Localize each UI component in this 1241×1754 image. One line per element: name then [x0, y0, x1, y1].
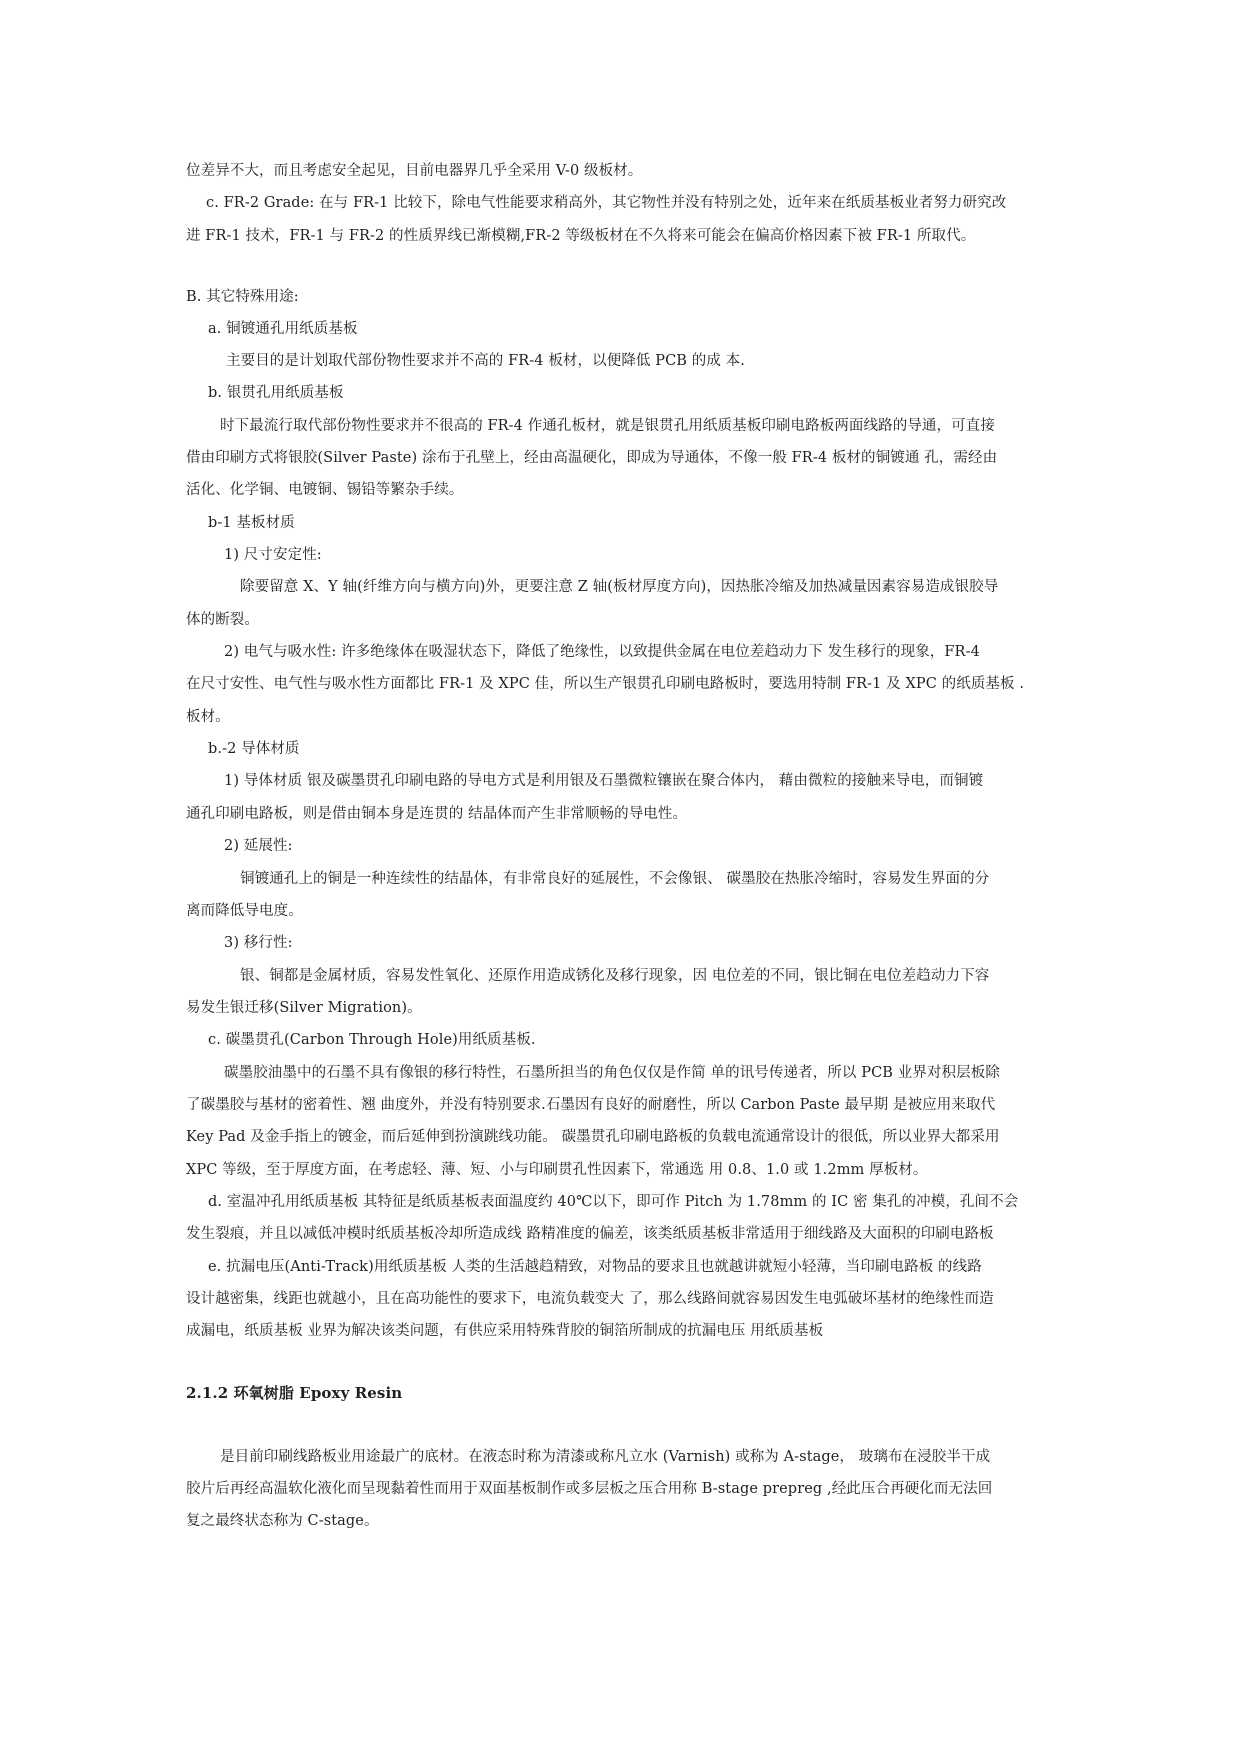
text-line: 铜镀通孔上的铜是一种连续性的结晶体，有非常良好的延展性，不会像银、 碳墨胶在热胀冷缩时，容易发生界面的分 [240, 871, 990, 887]
text-line: 复之最终状态称为 C-stage。 [186, 1513, 379, 1529]
text-line: 体的断裂。 [186, 612, 259, 628]
text-line: 主要目的是计划取代部份物性要求并不高的 FR-4 板材，以便降低 PCB 的成 本. [226, 353, 745, 369]
text-line: c. FR-2 Grade: 在与 FR-1 比较下，除电气性能要求稍高外，其它物性并没有特别之处，近年来在纸质基板业者努力研究改 [206, 195, 1007, 211]
text-line: 2) 电气与吸水性: 许多绝缘体在吸湿状态下，降低了绝缘性，以致提供金属在电位差趋动力下 发生移行的现象，FR-4 [224, 644, 980, 660]
section-heading: 2.1.2 环氧树脂 Epoxy Resin [186, 1384, 403, 1402]
subsection-label: c. 碳墨贯孔(Carbon Through Hole)用纸质基板. [208, 1032, 536, 1048]
text-line: 时下最流行取代部份物性要求并不很高的 FR-4 作通孔板材，就是银贯孔用纸质基板印刷电路板两面线路的导通，可直接 [220, 418, 995, 434]
item-label: 2) 延展性: [224, 838, 293, 854]
text-line: e. 抗漏电压(Anti-Track)用纸质基板 人类的生活越趋精致，对物品的要求且也就越讲就短小轻薄，当印刷电路板 的线路 [208, 1259, 982, 1275]
text-line: 借由印刷方式将银胶(Silver Paste) 涂布于孔壁上，经由高温硬化，即成为导通体，不像一般 FR-4 板材的铜镀通 孔，需经由 [186, 450, 998, 466]
text-line: 设计越密集，线距也就越小，且在高功能性的要求下，电流负载变大 了，那么线路间就容易因发生电弧破坏基材的绝缘性而造 [186, 1291, 994, 1307]
text-line: 胶片后再经高温软化液化而呈现黏着性而用于双面基板制作或多层板之压合用称 B-stage prepreg ,经此压合再硬化而无法回 [186, 1481, 993, 1497]
text-line: 易发生银迁移(Silver Migration)。 [186, 1000, 422, 1016]
text-line: 板材。 [186, 709, 230, 725]
text-line: 了碳墨胶与基材的密着性、翘 曲度外，并没有特别要求.石墨因有良好的耐磨性，所以 Carbon Paste 最早期 是被应用来取代 [186, 1097, 996, 1113]
text-line: Key Pad 及金手指上的镀金，而后延伸到扮演跳线功能。 碳墨贯孔印刷电路板的负载电流通常设计的很低，所以业界大都采用 [186, 1129, 1000, 1145]
section-label: B. 其它特殊用途: [186, 289, 299, 305]
text-line: 银、铜都是金属材质，容易发性氧化、还原作用造成锈化及移行现象，因 电位差的不同，银比铜在电位差趋动力下容 [240, 968, 990, 984]
text-line: 除要留意 X、Y 轴(纤维方向与横方向)外，更要注意 Z 轴(板材厚度方向)，因热胀冷缩及加热减量因素容易造成银胶导 [240, 579, 999, 595]
text-line: 通孔印刷电路板，则是借由铜本身是连贯的 结晶体而产生非常顺畅的导电性。 [186, 806, 688, 822]
text-line: 发生裂痕，并且以减低冲模时纸质基板冷却所造成线 路精准度的偏差，该类纸质基板非常适用于细线路及大面积的印刷电路板 [186, 1226, 994, 1242]
text-line: 进 FR-1 技术，FR-1 与 FR-2 的性质界线已渐模糊,FR-2 等级板材在不久将来可能会在偏高价格因素下被 FR-1 所取代。 [186, 228, 976, 244]
item-label: 3) 移行性: [224, 935, 293, 951]
subsection-label: a. 铜镀通孔用纸质基板 [208, 321, 358, 337]
subsection-label: b.-2 导体材质 [208, 741, 300, 757]
subsection-label: b. 银贯孔用纸质基板 [208, 385, 344, 401]
text-line: 成漏电，纸质基板 业界为解决该类问题，有供应采用特殊背胶的铜箔所制成的抗漏电压 用纸质基板 [186, 1323, 824, 1339]
text-line: 1) 导体材质 银及碳墨贯孔印刷电路的导电方式是利用银及石墨微粒镶嵌在聚合体内， 藉由微粒的接触来导电，而铜镀 [224, 773, 984, 789]
text-line: 是目前印刷线路板业用途最广的底材。在液态时称为清漆或称凡立水 (Varnish) 或称为 A-stage， 玻璃布在浸胶半干成 [220, 1449, 991, 1465]
text-line: d. 室温冲孔用纸质基板 其特征是纸质基板表面温度约 40℃以下，即可作 Pitch 为 1.78mm 的 IC 密 集孔的冲模，孔间不会 [208, 1194, 1019, 1210]
text-line: 活化、化学铜、电镀铜、锡铅等繁杂手续。 [186, 482, 464, 498]
subsection-label: b-1 基板材质 [208, 515, 295, 531]
text-line: 在尺寸安性、电气性与吸水性方面都比 FR-1 及 XPC 佳，所以生产银贯孔印刷电路板时，要选用特制 FR-1 及 XPC 的纸质基板 . [186, 676, 1025, 692]
text-line: XPC 等级，至于厚度方面，在考虑轻、薄、短、小与印刷贯孔性因素下，常通选 用 0.8、1.0 或 1.2mm 厚板材。 [186, 1162, 928, 1178]
text-line: 位差异不大，而且考虑安全起见，目前电器界几乎全采用 V-0 级板材。 [186, 163, 643, 179]
text-line: 离而降低导电度。 [186, 903, 303, 919]
text-line: 碳墨胶油墨中的石墨不具有像银的移行特性，石墨所担当的角色仅仅是作简 单的讯号传递者，所以 PCB 业界对积层板除 [224, 1065, 1000, 1081]
item-label: 1) 尺寸安定性: [224, 547, 322, 563]
